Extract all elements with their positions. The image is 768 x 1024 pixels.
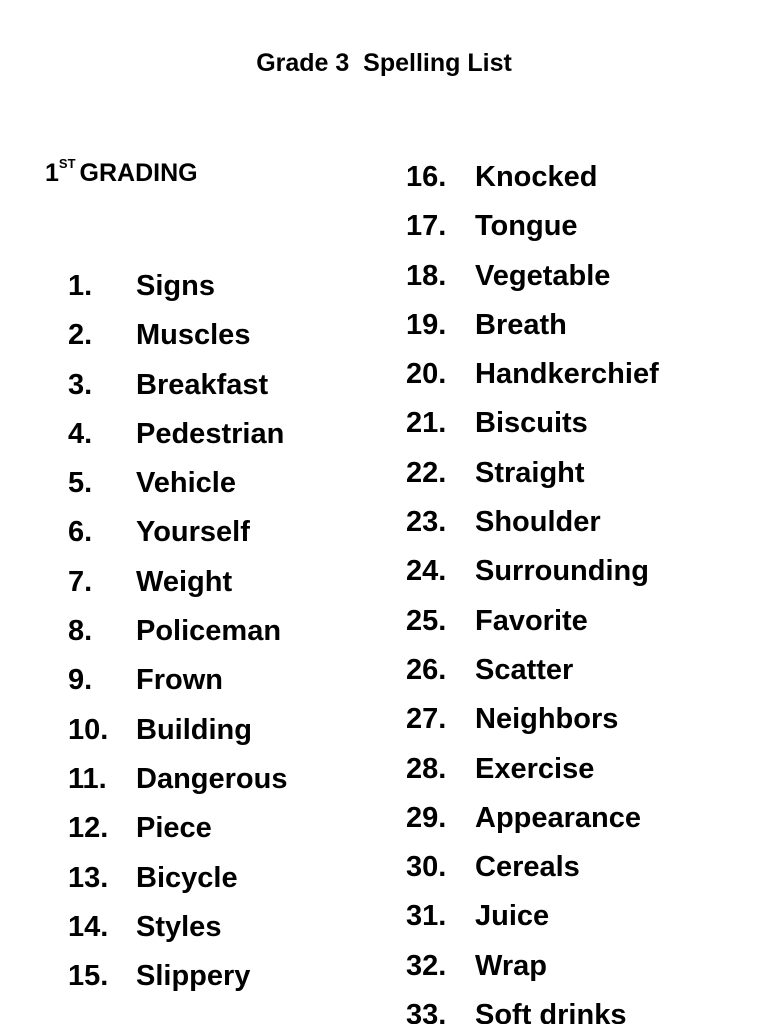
item-number: 5. — [68, 467, 93, 500]
spelling-word-item — [68, 463, 287, 512]
spelling-word: Piece — [136, 812, 212, 845]
spelling-word-item — [406, 946, 659, 995]
item-number: 17. — [406, 210, 447, 243]
item-number: 27. — [406, 703, 447, 736]
item-number: 29. — [406, 801, 447, 834]
spelling-word-item — [68, 956, 287, 1005]
section-superscript: ST — [58, 156, 76, 171]
spelling-word: Building — [136, 713, 252, 746]
item-number: 23. — [406, 506, 447, 539]
spelling-word: Handkerchief — [475, 358, 659, 391]
spelling-word: Policeman — [136, 615, 282, 648]
spelling-word-item — [68, 808, 287, 857]
item-number: 24. — [406, 555, 447, 588]
spelling-word-item — [406, 256, 659, 305]
spelling-word-item — [68, 759, 287, 808]
spelling-word-item — [68, 710, 287, 759]
item-number: 30. — [406, 851, 447, 884]
spelling-word-item — [406, 798, 659, 847]
spelling-word: Soft drinks — [475, 999, 627, 1024]
spelling-word: Muscles — [136, 319, 251, 352]
spelling-word: Breakfast — [136, 368, 269, 401]
spelling-word: Surrounding — [475, 555, 649, 588]
item-number: 6. — [68, 516, 93, 549]
spelling-word: Pedestrian — [136, 417, 285, 450]
spelling-list-left-column — [68, 266, 287, 1005]
item-number: 32. — [406, 949, 447, 982]
spelling-word-item — [406, 699, 659, 748]
spelling-word-item — [406, 502, 659, 551]
spelling-word: Slippery — [136, 960, 251, 993]
item-number: 11. — [68, 762, 107, 795]
item-number: 33. — [406, 999, 447, 1024]
section-heading — [45, 156, 198, 188]
spelling-list-right-column — [406, 157, 659, 1024]
document-title: Grade 3 Spelling List — [256, 49, 512, 77]
spelling-word-item — [68, 611, 287, 660]
section-number: 1 — [45, 159, 59, 187]
spelling-word-item — [406, 551, 659, 600]
item-number: 25. — [406, 604, 447, 637]
item-number: 21. — [406, 407, 447, 440]
spelling-word: Juice — [475, 900, 550, 933]
spelling-word-item — [406, 749, 659, 798]
spelling-word: Styles — [136, 910, 222, 943]
spelling-word-item — [406, 650, 659, 699]
spelling-word: Vegetable — [475, 259, 611, 292]
item-number: 14. — [68, 910, 109, 943]
item-number: 9. — [68, 664, 93, 697]
spelling-word: Wrap — [475, 949, 547, 982]
spelling-word-item — [406, 157, 659, 206]
item-number: 3. — [68, 368, 93, 401]
spelling-word-item — [68, 266, 287, 315]
spelling-word: Weight — [136, 565, 233, 598]
item-number: 22. — [406, 456, 447, 489]
spelling-word-item — [406, 601, 659, 650]
spelling-word: Neighbors — [475, 703, 619, 736]
spelling-word: Vehicle — [136, 467, 236, 500]
spelling-word-item — [406, 354, 659, 403]
item-number: 1. — [68, 270, 93, 302]
item-number: 10. — [68, 713, 109, 746]
spelling-word: Favorite — [475, 604, 588, 637]
spelling-word: Appearance — [475, 801, 642, 834]
spelling-word: Straight — [475, 456, 585, 489]
item-number: 12. — [68, 812, 109, 845]
item-number: 16. — [406, 161, 447, 193]
spelling-word-item — [68, 512, 287, 561]
item-number: 20. — [406, 358, 447, 391]
spelling-word: Shoulder — [475, 506, 601, 539]
spelling-word-item — [68, 365, 287, 414]
spelling-word-item — [68, 858, 287, 907]
item-number: 19. — [406, 308, 447, 341]
spelling-word-item — [406, 453, 659, 502]
spelling-word-item — [68, 414, 287, 463]
spelling-word-item — [406, 847, 659, 896]
spelling-word: Biscuits — [475, 407, 588, 440]
spelling-word-item — [68, 907, 287, 956]
item-number: 8. — [68, 615, 93, 648]
item-number: 26. — [406, 653, 447, 686]
spelling-word: Signs — [136, 270, 215, 302]
spelling-word-item — [68, 660, 287, 709]
item-number: 13. — [68, 861, 109, 894]
spelling-word-item — [68, 562, 287, 611]
item-number: 31. — [406, 900, 447, 933]
spelling-word-item — [68, 315, 287, 364]
item-number: 28. — [406, 752, 447, 785]
spelling-word: Exercise — [475, 752, 595, 785]
item-number: 2. — [68, 319, 93, 352]
spelling-word: Dangerous — [136, 762, 288, 795]
spelling-word: Bicycle — [136, 861, 238, 894]
spelling-word-item — [406, 995, 659, 1024]
item-number: 4. — [68, 417, 93, 450]
item-number: 18. — [406, 259, 447, 292]
item-number: 15. — [68, 960, 109, 993]
spelling-word-item — [406, 403, 659, 452]
section-label: GRADING — [79, 159, 198, 187]
spelling-word: Knocked — [475, 161, 598, 193]
spelling-word: Frown — [136, 664, 223, 697]
spelling-word: Tongue — [475, 210, 578, 243]
spelling-word-item — [406, 305, 659, 354]
spelling-word: Yourself — [136, 516, 250, 549]
spelling-word: Breath — [475, 308, 567, 341]
spelling-word-item — [406, 206, 659, 255]
spelling-word-item — [406, 896, 659, 945]
item-number: 7. — [68, 565, 93, 598]
spelling-word: Cereals — [475, 851, 580, 884]
spelling-word: Scatter — [475, 653, 574, 686]
